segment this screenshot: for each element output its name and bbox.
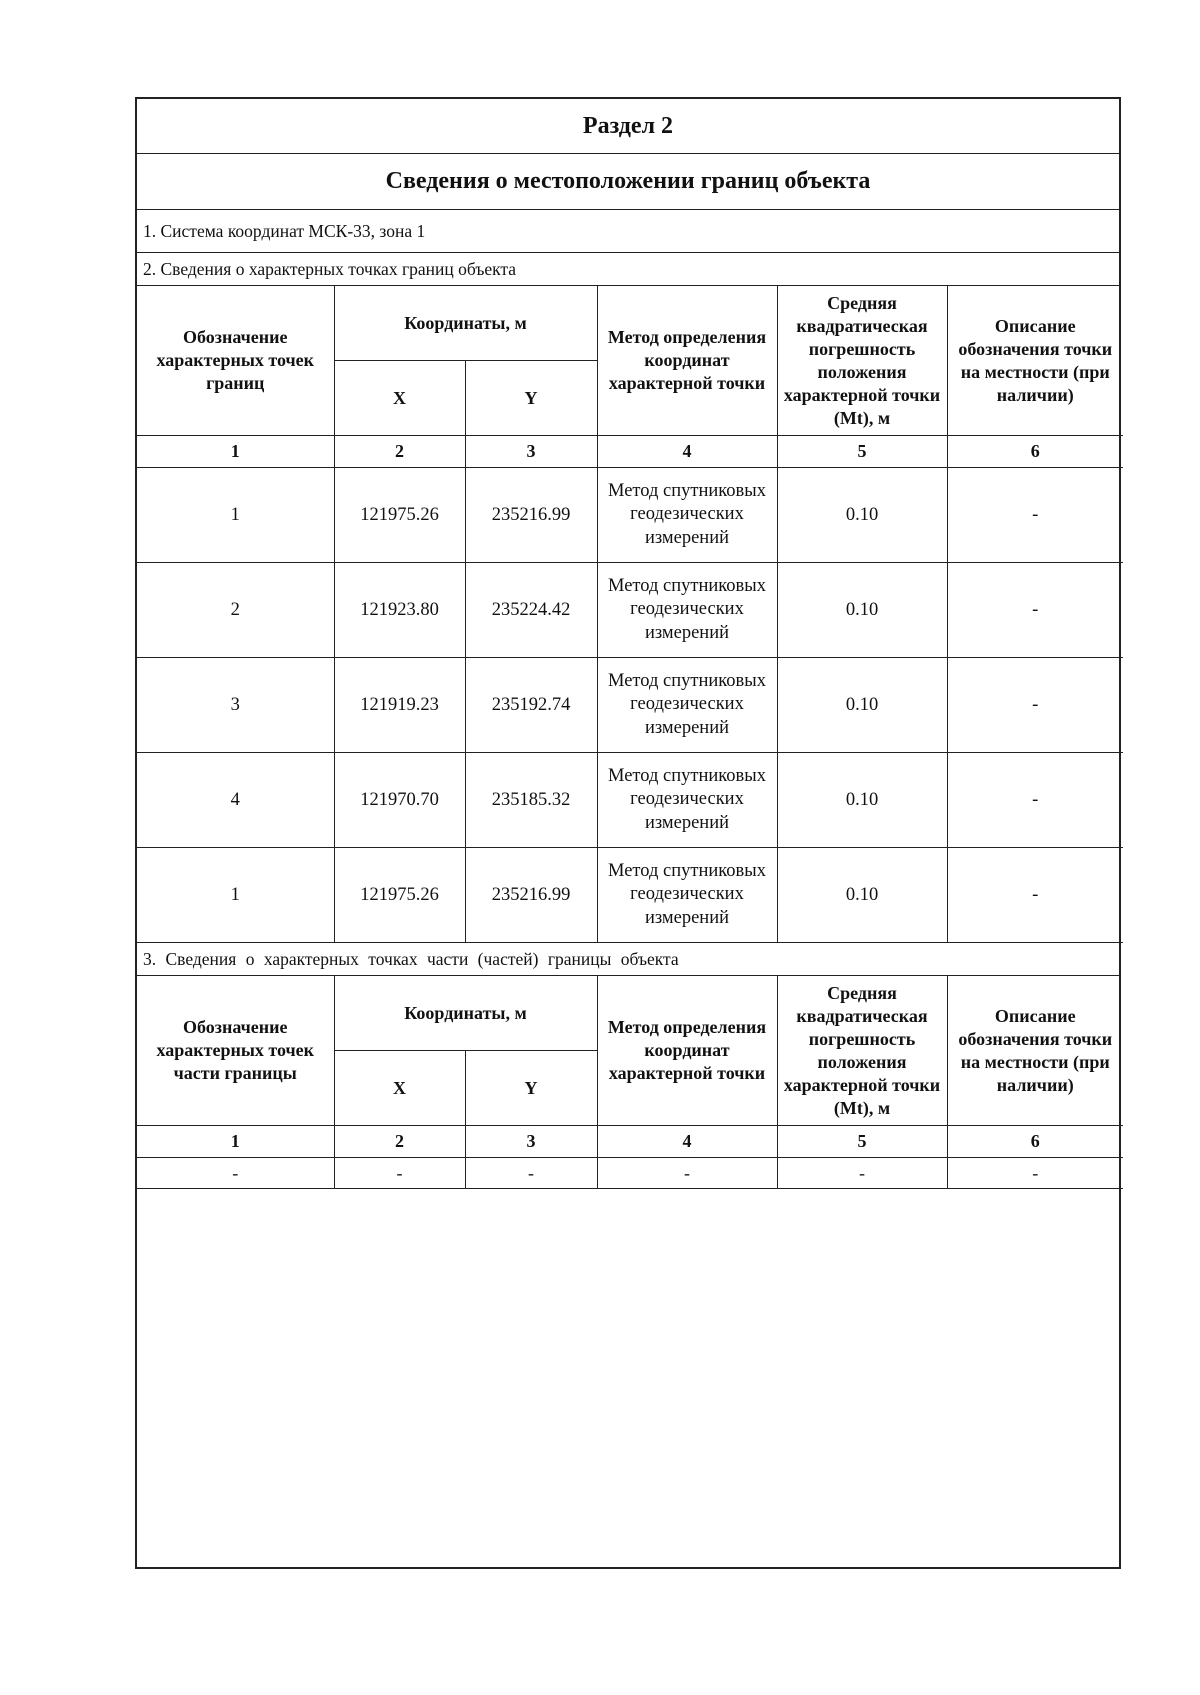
column-number: 5 [777, 436, 947, 468]
column-number: 3 [465, 1126, 597, 1158]
point-id: 3 [137, 658, 334, 753]
column-number-row [137, 1126, 1123, 1158]
point-y: 235216.99 [465, 468, 597, 563]
table-row [137, 753, 1123, 848]
header-y: Y [465, 1051, 597, 1126]
point-x: 121970.70 [334, 753, 465, 848]
table-row [137, 1158, 1123, 1189]
boundary-points-table [137, 286, 1123, 943]
point-id: 1 [137, 848, 334, 943]
section-subtitle: Сведения о местоположении границ объекта [137, 154, 1119, 210]
header-x: X [334, 361, 465, 436]
column-number: 6 [947, 436, 1123, 468]
part-point-method: - [597, 1158, 777, 1189]
point-description: - [947, 848, 1123, 943]
header-description: Описание обозначения точки на местности (при наличии) [947, 976, 1123, 1126]
header-designation: Обозначение характерных точек границ [137, 286, 334, 436]
header-x: X [334, 1051, 465, 1126]
point-method: Метод спутниковых геодезических измерений [597, 848, 777, 943]
coordinate-system: 1. Система координат МСК-33, зона 1 [137, 210, 1119, 253]
point-x: 121975.26 [334, 848, 465, 943]
point-error: 0.10 [777, 563, 947, 658]
point-id: 4 [137, 753, 334, 848]
column-number: 2 [334, 1126, 465, 1158]
point-id: 1 [137, 468, 334, 563]
point-method: Метод спутниковых геодезических измерений [597, 468, 777, 563]
point-error: 0.10 [777, 753, 947, 848]
point-method: Метод спутниковых геодезических измерений [597, 753, 777, 848]
point-method: Метод спутниковых геодезических измерений [597, 658, 777, 753]
point-description: - [947, 658, 1123, 753]
point-y: 235216.99 [465, 848, 597, 943]
table-row [137, 848, 1123, 943]
column-number: 4 [597, 1126, 777, 1158]
header-error: Средняя квадратическая погрешность положения характерной точки (Mt), м [777, 976, 947, 1126]
point-description: - [947, 753, 1123, 848]
column-number: 5 [777, 1126, 947, 1158]
document-sheet [135, 97, 1121, 1569]
table-row [137, 468, 1123, 563]
point-description: - [947, 563, 1123, 658]
point-description: - [947, 468, 1123, 563]
point-x: 121919.23 [334, 658, 465, 753]
section-title: Раздел 2 [137, 99, 1119, 154]
header-coordinates: Координаты, м [334, 976, 597, 1051]
column-number: 3 [465, 436, 597, 468]
column-number-row [137, 436, 1123, 468]
part-point-error: - [777, 1158, 947, 1189]
header-designation: Обозначение характерных точек части границы [137, 976, 334, 1126]
header-description: Описание обозначения точки на местности (при наличии) [947, 286, 1123, 436]
table-row [137, 658, 1123, 753]
point-error: 0.10 [777, 848, 947, 943]
point-y: 235192.74 [465, 658, 597, 753]
column-number: 2 [334, 436, 465, 468]
header-method: Метод определения координат характерной точки [597, 976, 777, 1126]
column-number: 1 [137, 436, 334, 468]
header-error: Средняя квадратическая погрешность положения характерной точки (Mt), м [777, 286, 947, 436]
part-point-description: - [947, 1158, 1123, 1189]
header-y: Y [465, 361, 597, 436]
point-x: 121923.80 [334, 563, 465, 658]
part-point-y: - [465, 1158, 597, 1189]
table-row [137, 563, 1123, 658]
column-number: 4 [597, 436, 777, 468]
point-method: Метод спутниковых геодезических измерений [597, 563, 777, 658]
part-points-heading: 3. Сведения о характерных точках части (частей) границы объекта [137, 943, 1119, 976]
column-number: 1 [137, 1126, 334, 1158]
part-point-x: - [334, 1158, 465, 1189]
part-point-id: - [137, 1158, 334, 1189]
part-boundary-points-table [137, 976, 1123, 1189]
point-y: 235185.32 [465, 753, 597, 848]
column-number: 6 [947, 1126, 1123, 1158]
point-x: 121975.26 [334, 468, 465, 563]
header-coordinates: Координаты, м [334, 286, 597, 361]
point-id: 2 [137, 563, 334, 658]
point-error: 0.10 [777, 468, 947, 563]
point-y: 235224.42 [465, 563, 597, 658]
point-error: 0.10 [777, 658, 947, 753]
points-heading: 2. Сведения о характерных точках границ объекта [137, 253, 1119, 286]
header-method: Метод определения координат характерной точки [597, 286, 777, 436]
